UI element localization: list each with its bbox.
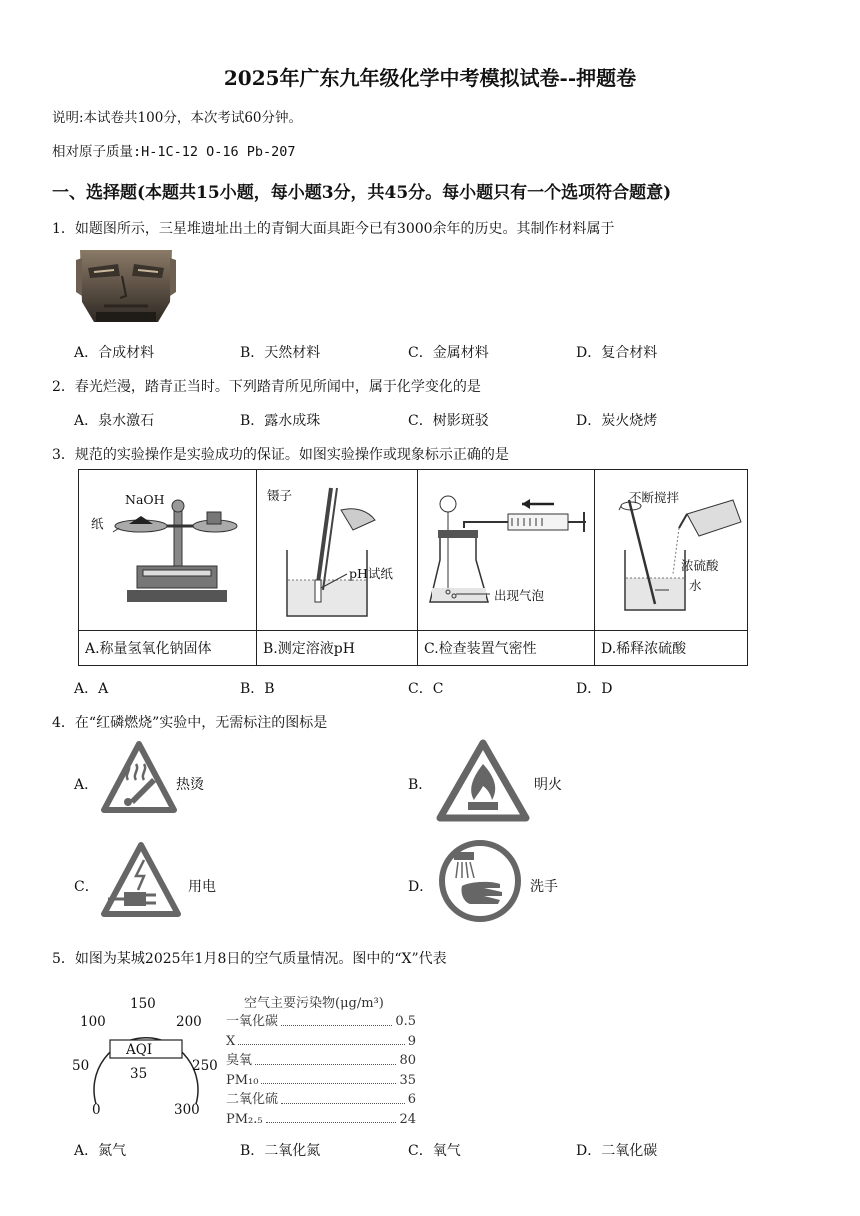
q4-option-b-label: 明火 [534, 777, 562, 793]
pollutant-row [226, 1051, 416, 1071]
question-3-stem: 3．规范的实验操作是实验成功的保证。如图实验操作或现象标示正确的是 [52, 447, 509, 463]
pollutant-value: 0.5 [395, 1014, 416, 1029]
q4-option-d-label: 洗手 [530, 879, 558, 895]
q2-option-b: B．露水成珠 [240, 413, 321, 429]
pollutant-name: 一氧化碳 [226, 1014, 279, 1029]
pollutant-name: X [226, 1033, 236, 1049]
q3-option-b: B．B [240, 681, 275, 697]
pollutant-name: 二氧化硫 [226, 1092, 279, 1107]
q2-option-c: C．树影斑驳 [408, 413, 489, 429]
label-stir: 不断搅拌 [629, 490, 680, 505]
gauge-tick-250: 250 [192, 1058, 218, 1074]
q4-option-d-letter: D． [408, 879, 434, 895]
gauge-label: AQI [126, 1042, 153, 1058]
gauge-tick-50: 50 [72, 1058, 90, 1074]
q2-option-d: D．炭火烧烤 [576, 413, 658, 429]
atomic-mass: 相对原子质量:H-1C-12 O-16 Pb-207 [52, 144, 296, 160]
experiment-a-cell [79, 470, 257, 631]
pollutant-value: 24 [399, 1111, 416, 1127]
experiment-b-cell [257, 470, 418, 631]
pollutant-value: 80 [399, 1053, 416, 1068]
caption-c: C.检查装置气密性 [418, 631, 595, 666]
caption-b: B.测定溶液pH [257, 631, 418, 666]
balance-illustration [79, 470, 255, 630]
q5-option-d: D．二氧化碳 [576, 1143, 658, 1159]
hand-wash-icon [434, 838, 526, 924]
section-heading: 一、选择题(本题共15小题，每小题3分，共45分。每小题只有一个选项符合题意) [52, 183, 672, 203]
pollutant-row [226, 1110, 416, 1130]
question-5-stem: 5．如图为某城2025年1月8日的空气质量情况。图中的“X”代表 [52, 951, 447, 967]
label-bubbles: 出现气泡 [494, 588, 545, 603]
label-naoh: NaOH [125, 492, 165, 507]
instructions: 说明:本试卷共100分，本次考试60分钟。 [52, 110, 302, 126]
question-1-stem: 1．如题图所示，三星堆遗址出土的青铜大面具距今已有3000余年的历史。其制作材料属于 [52, 221, 615, 237]
q1-option-d: D．复合材料 [576, 345, 658, 361]
q2-option-a: A．泉水激石 [74, 413, 155, 429]
gauge-tick-0: 0 [92, 1102, 101, 1118]
q1-option-c: C．金属材料 [408, 345, 489, 361]
gauge-tick-300: 300 [174, 1102, 200, 1118]
question-4-stem: 4．在“红磷燃烧”实验中，无需标注的图标是 [52, 715, 328, 731]
q1-option-b: B．天然材料 [240, 345, 321, 361]
q4-option-a-label: 热烫 [176, 777, 204, 793]
hot-surface-icon [100, 740, 178, 816]
q3-option-d: D．D [576, 681, 613, 697]
pollutant-name: 臭氧 [226, 1053, 253, 1068]
pollutants-title: 空气主要污染物(μg/m³) [244, 996, 384, 1011]
label-ph-paper: pH试纸 [349, 566, 393, 581]
experiment-table [78, 469, 748, 666]
experiment-d-cell [595, 470, 748, 631]
pollutants-list [226, 1012, 416, 1129]
experiment-c-cell [418, 470, 595, 631]
q1-option-a: A．合成材料 [74, 345, 155, 361]
gauge-value: 35 [130, 1066, 148, 1082]
pollutant-row [226, 1032, 416, 1052]
q3-option-c: C．C [408, 681, 444, 697]
page-title: 2025年广东九年级化学中考模拟试卷--押题卷 [223, 66, 637, 90]
airtightness-illustration [418, 470, 594, 630]
label-paper: 纸 [91, 516, 104, 531]
electricity-icon [100, 840, 182, 920]
gauge-tick-150: 150 [130, 996, 156, 1012]
q5-option-b: B．二氧化氮 [240, 1143, 321, 1159]
q5-option-c: C．氧气 [408, 1143, 461, 1159]
label-acid: 浓硫酸 [681, 558, 719, 573]
label-tweezers: 镊子 [267, 488, 293, 503]
q3-option-a: A．A [74, 681, 109, 697]
pollutant-value: 9 [407, 1033, 416, 1049]
q4-option-b-letter: B． [408, 777, 433, 793]
q5-option-a: A．氮气 [74, 1143, 127, 1159]
bronze-mask-image [74, 246, 178, 328]
caption-a: A.称量氢氧化钠固体 [79, 631, 257, 666]
gauge-tick-100: 100 [80, 1014, 106, 1030]
q4-option-a-letter: A． [74, 777, 99, 793]
pollutant-value: 6 [407, 1092, 416, 1107]
pollutant-row [226, 1090, 416, 1110]
caption-d: D.稀释浓硫酸 [595, 631, 748, 666]
q4-option-c-letter: C． [74, 879, 99, 895]
pollutant-row [226, 1012, 416, 1032]
q4-option-c-label: 用电 [188, 879, 216, 895]
pollutant-value: 35 [399, 1072, 416, 1088]
question-2-stem: 2．春光烂漫，踏青正当时。下列踏青所见所闻中，属于化学变化的是 [52, 379, 481, 395]
gauge-tick-200: 200 [176, 1014, 202, 1030]
open-flame-icon [434, 738, 532, 824]
label-water: 水 [689, 578, 702, 593]
pollutant-name: PM₁₀ [226, 1072, 259, 1088]
pollutant-row [226, 1071, 416, 1091]
pollutant-name: PM₂.₅ [226, 1111, 263, 1127]
